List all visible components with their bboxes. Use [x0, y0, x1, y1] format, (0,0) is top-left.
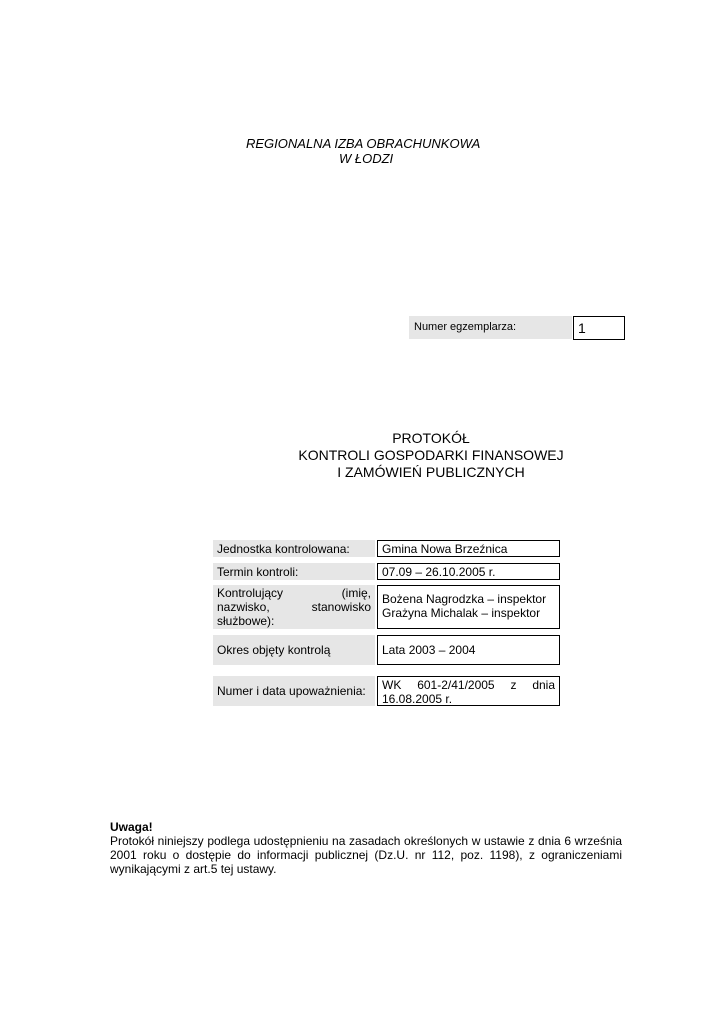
audit-term-label: Termin kontroli:: [213, 563, 375, 580]
copy-number-label: Numer egzemplarza:: [409, 316, 572, 339]
row-inspectors: [213, 585, 560, 629]
inspector-2: Grażyna Michalak – inspektor: [382, 606, 541, 620]
row-audit-period: [213, 635, 560, 665]
inspectors-label: Kontrolujący (imię, nazwisko, stanowisko służbowe):: [213, 585, 375, 629]
notice-heading: Uwaga!: [110, 820, 153, 834]
title-line-2: KONTROLI GOSPODARKI FINANSOWEJ: [298, 447, 564, 463]
authorization-number: WK 601-2/41/2005 z dnia: [382, 678, 555, 692]
audit-period-label: Okres objęty kontrolą: [213, 635, 375, 665]
audited-unit-label: Jednostka kontrolowana:: [213, 540, 375, 557]
inspector-1: Bożena Nagrodzka – inspektor: [382, 592, 547, 606]
title-line-1: PROTOKÓŁ: [392, 430, 470, 446]
copy-number-value: 1: [573, 316, 625, 340]
document-title: [230, 430, 632, 481]
access-notice: [110, 820, 622, 876]
row-audited-unit: [213, 540, 560, 557]
row-authorization: [213, 676, 560, 706]
inspectors-value: [377, 585, 560, 629]
notice-text: Protokół niniejszy podlega udostępnieniu na zasadach określonych w ustawie z dnia 6 września 2001 roku o dostępie do informacji publicznej (Dz.U. nr 112, poz. 1198), z ograniczeniami wynikającymi z art.5 tej ustawy.: [110, 834, 622, 876]
authorization-date: 16.08.2005 r.: [382, 692, 453, 706]
authorization-label: Numer i data upoważnienia:: [213, 676, 375, 706]
audit-period-value: Lata 2003 – 2004: [377, 635, 560, 665]
institution-name: REGIONALNA IZBA OBRACHUNKOWA: [246, 136, 481, 151]
title-line-3: I ZAMÓWIEŃ PUBLICZNYCH: [337, 464, 525, 480]
institution-city: W ŁODZI: [339, 151, 394, 166]
authorization-value: [377, 676, 560, 706]
audit-term-value: 07.09 – 26.10.2005 r.: [377, 563, 560, 580]
row-audit-term: [213, 563, 560, 580]
audited-unit-value: Gmina Nowa Brzeźnica: [377, 540, 560, 557]
